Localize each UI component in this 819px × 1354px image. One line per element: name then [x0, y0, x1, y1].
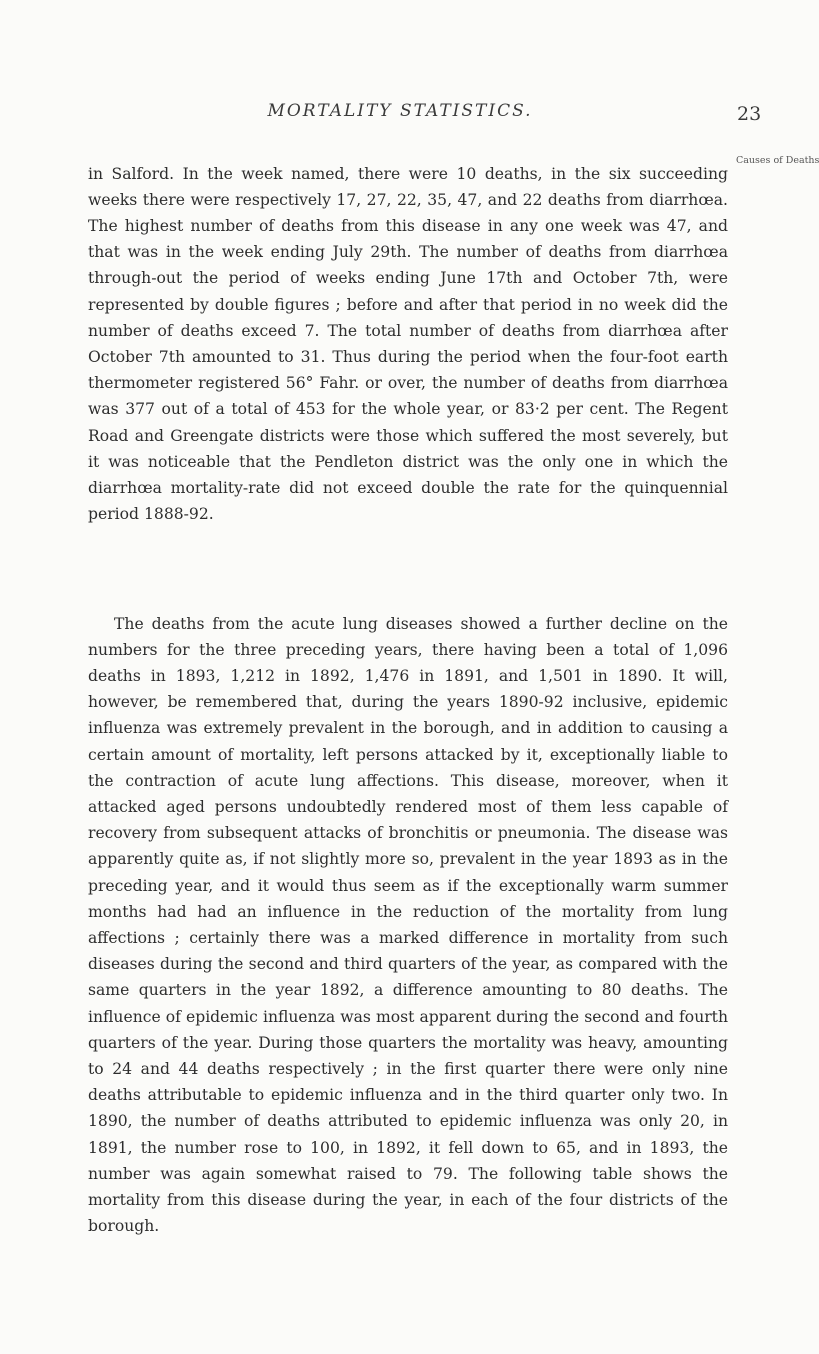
page-number: 23 — [737, 103, 762, 125]
paragraph-lung-diseases: The deaths from the acute lung diseases showed a further decline on the numbers for the three preceding years, there having been a total of 1,096 deaths in 1893, 1,212 in 1892, 1,476 in 1891, and 1,501 in 1890. It will, however, be remembered that, during the years 1890-92 inclusive, epidemic influenza was extremely prevalent in the borough, and in addition to causing a certain amount of mortality, left persons attacked by it, exceptionally liable to the contraction of acute lung affections. This disease, moreover, when it attacked aged persons undoubtedly rendered most of them less capable of recovery from subsequent attacks of bronchitis or pneumonia. The disease was apparently quite as, if not slightly more so, prevalent in the year 1893 as in the preceding year, and it would thus seem as if the exceptionally warm summer months had had an influence in the reduction of the mortality from lung affections ; certainly there was a marked difference in mortality from such diseases during the second and third quarters of the year, as compared with the same quarters in the year 1892, a difference amounting to 80 deaths. The influence of epidemic influenza was most apparent during the second and fourth quarters of the year. During those quarters the mortality was heavy, amounting to 24 and 44 deaths respectively ; in the first quarter there were only nine deaths attributable to epidemic influenza and in the third quarter only two. In 1890, the number of deaths attributed to epidemic influenza was only 20, in 1891, the number rose to 100, in 1892, it fell down to 65, and in 1893, the number was again somewhat raised to 79. The following table shows the mortality from this disease during the year, in each of the four districts of the borough. — [88, 614, 728, 1236]
running-head: MORTALITY STATISTICS. — [267, 101, 533, 121]
margin-note: Causes of Deaths — [736, 155, 819, 166]
paragraph-diarrhoea: in Salford. In the week named, there were 10 deaths, in the six succeeding weeks there were respectively 17, 27, 22, 35, 47, and 22 deaths from diarrhœa. The highest number of deaths from this disease in any one week was 47, and that was in the week ending July 29th. The number of deaths from diarrhœa through-out the period of weeks ending June 17th and October 7th, were represented by double figures ; before and after that period in no week did the number of deaths exceed 7. The total number of deaths from diarrhœa after October 7th amounted to 31. Thus during the period when the four-foot earth thermometer registered 56° Fahr. or over, the number of deaths from diarrhœa was 377 out of a total of 453 for the whole year, or 83·2 per cent. The Regent Road and Greengate districts were those which suffered the most severely, but it was noticeable that the Pendleton district was the only one in which the diarrhœa mortality-rate did not exceed double the rate for the quinquennial period 1888-92. — [88, 164, 728, 524]
